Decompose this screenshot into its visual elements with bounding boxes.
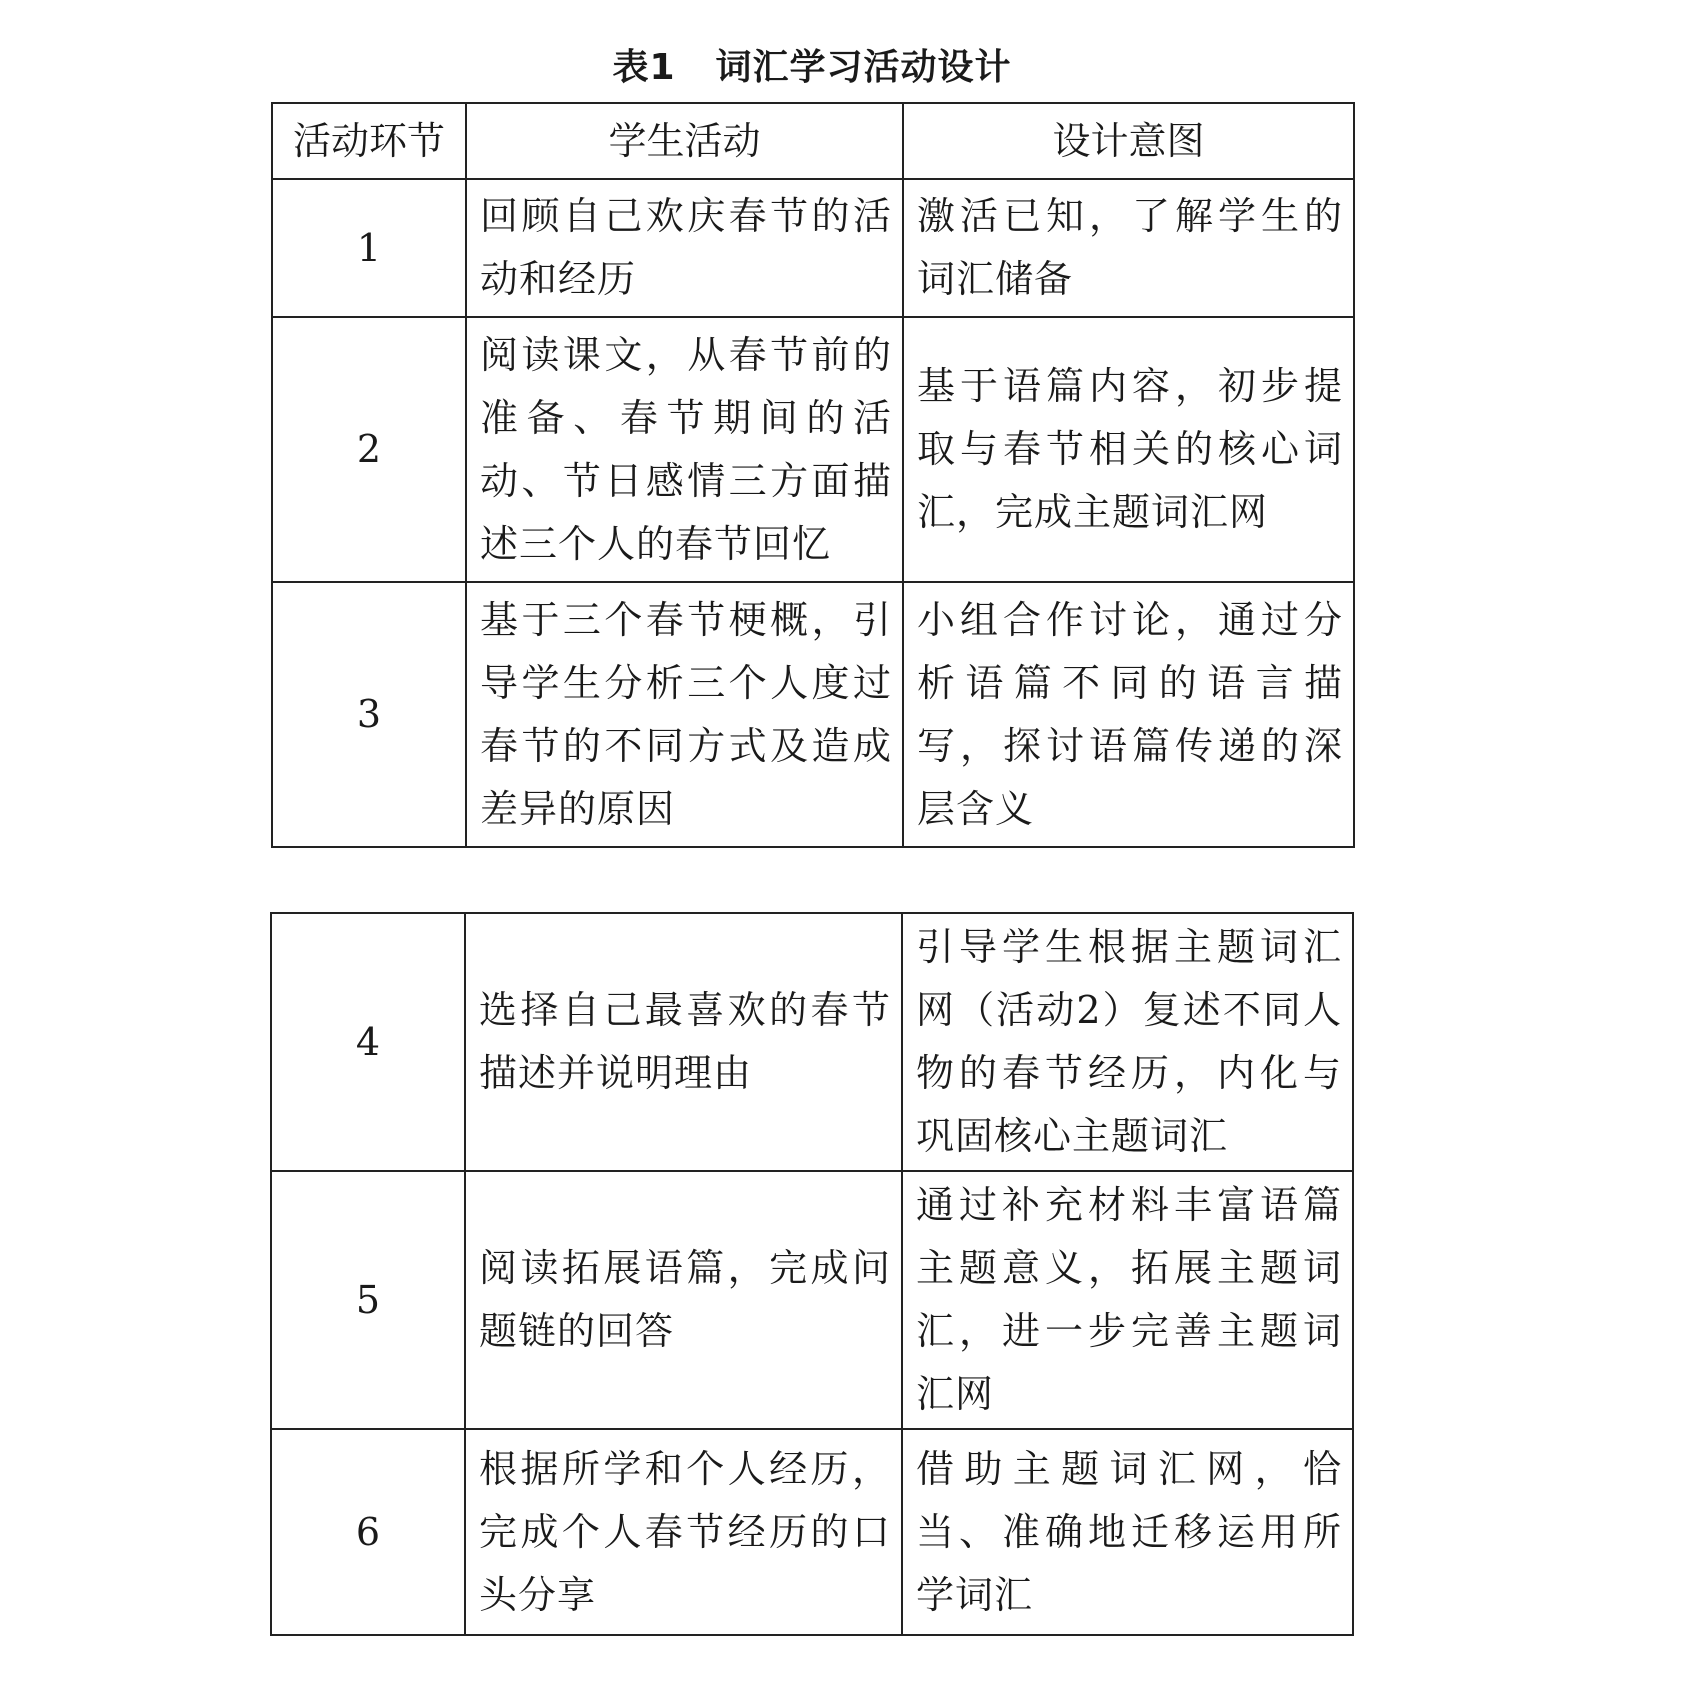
row-activity: 基于三个春节梗概，引导学生分析三个人度过春节的不同方式及造成差异的原因 [466,582,903,847]
row-intent: 小组合作讨论，通过分析语篇不同的语言描写，探讨语篇传递的深层含义 [903,582,1354,847]
table-row [272,582,1354,847]
header-intent: 设计意图 [903,103,1354,179]
row-intent: 通过补充材料丰富语篇主题意义，拓展主题词汇，进一步完善主题词汇网 [902,1171,1353,1429]
activity-table-part-2 [270,912,1354,1636]
row-step: 4 [271,913,465,1171]
row-activity: 根据所学和个人经历，完成个人春节经历的口头分享 [465,1429,902,1635]
row-step: 1 [272,179,466,317]
table-row [272,317,1354,582]
table-row [271,1429,1353,1635]
table-number: 表1 [612,47,676,88]
table-caption [0,40,1624,96]
row-intent: 引导学生根据主题词汇网（活动2）复述不同人物的春节经历，内化与巩固核心主题词汇 [902,913,1353,1171]
row-activity: 回顾自己欢庆春节的活动和经历 [466,179,903,317]
row-activity: 选择自己最喜欢的春节描述并说明理由 [465,913,902,1171]
row-step: 2 [272,317,466,582]
row-step: 5 [271,1171,465,1429]
row-step: 3 [272,582,466,847]
header-step: 活动环节 [272,103,466,179]
row-activity: 阅读拓展语篇，完成问题链的回答 [465,1171,902,1429]
table-row [272,179,1354,317]
header-activity: 学生活动 [466,103,903,179]
table-row [271,1171,1353,1429]
row-intent: 激活已知，了解学生的词汇储备 [903,179,1354,317]
row-step: 6 [271,1429,465,1635]
table-header-row [272,103,1354,179]
table-title: 词汇学习活动设计 [715,47,1012,88]
row-intent: 借助主题词汇网，恰当、准确地迁移运用所学词汇 [902,1429,1353,1635]
table-row [271,913,1353,1171]
activity-table-part-1 [271,102,1355,848]
row-intent: 基于语篇内容，初步提取与春节相关的核心词汇，完成主题词汇网 [903,317,1354,582]
row-activity: 阅读课文，从春节前的准备、春节期间的活动、节日感情三方面描述三个人的春节回忆 [466,317,903,582]
